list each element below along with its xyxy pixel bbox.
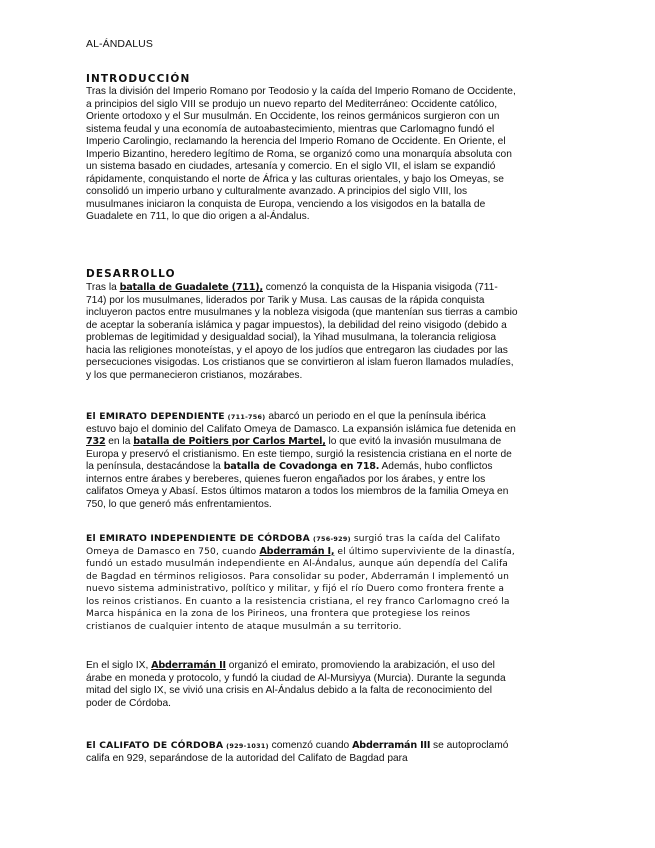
p2-b1: 732 xyxy=(86,436,106,448)
p2-t3: lo que evitó la invasión musulmana de Europa y preservó el cristianismo. En este tiempo, surgió la resistencia cristiana en el norte de la península, destacándose la xyxy=(86,436,512,473)
p1-text-post: comenzó la conquista de la Hispania visigoda (711-714) por los musulmanes, liderados por Tarik y Musa. Las causas de la rápida conquista incluyeron pactos entre musulmanes y la nobleza visigoda (que mantenían sus tierras a cambio de aceptar la soberanía islámica y pagar impuestos), la debilidad del reino visigodo (debido a problemas de legitimidad y desigualdad social), la Yihad musulmana, la tolerancia religiosa hacia las religiones monoteístas, y el apoyo de los judíos que entregaron las ciudades por las persecuciones visigodas. Los cristianos que se convirtieron al islam fueron llamados muladíes, y los que permanecieron cristianos, mozárabes. xyxy=(86,282,518,381)
p4-t1: En el siglo IX, xyxy=(86,660,152,671)
paragraph-califato xyxy=(86,740,518,765)
p5-b1: Abderramán III xyxy=(352,740,431,751)
p1-text-pre: Tras la xyxy=(86,282,120,293)
p5-lead: El CALIFATO DE CÓRDOBA xyxy=(86,740,224,751)
p3-b1: Abderramán I, xyxy=(259,545,335,557)
p3-dates: (756-929) xyxy=(313,535,351,543)
p1-bold-guadalete: batalla de Guadalete (711), xyxy=(119,282,263,293)
p2-t4: Además, hubo conflictos internos entre árabes y bereberes, quienes fueron engañados por los árabes, y entre los califatos Omeya y Abasí. Estos últimos mataron a todos los miembros de la familia Omeya en 750, lo que generó más enfrentamientos. xyxy=(86,461,509,510)
p4-b1: Abderramán II xyxy=(151,660,226,671)
desarrollo-heading: DESARROLLO xyxy=(86,268,176,280)
paragraph-guadalete xyxy=(86,282,518,382)
p3-lead: El EMIRATO INDEPENDIENTE DE CÓRDOBA xyxy=(86,533,310,544)
intro-heading: INTRODUCCIÓN xyxy=(86,73,191,85)
p2-b2: batalla de Poitiers por Carlos Martel, xyxy=(133,436,326,448)
p5-dates: (929-1031) xyxy=(226,742,269,750)
p3-t2: el último superviviente de la dinastía, fundó un estado musulmán independiente en Al-Ándalus, aunque aún dependía del Califa de Bagdad en términos religiosos. Para consolidar su poder, Abderramán I implementó un nuevo sistema administrativo, político y militar, y fijó el río Duero como frontera frente a los reinos cristianos. En cuanto a la resistencia cristiana, el rey franco Carlomagno creó la Marca hispánica en la zona de los Pirineos, una frontera que protegiese los reinos cristianos de cualquier intento de ataque musulmán a su territorio. xyxy=(86,546,515,632)
p3-t1: surgió tras la caída del Califato Omeya de Damasco en 750, cuando xyxy=(86,534,501,557)
document-title: AL-ÁNDALUS xyxy=(86,38,153,50)
p2-lead: El EMIRATO DEPENDIENTE xyxy=(86,411,225,422)
p2-t1: abarcó un periodo en el que la península ibérica estuvo bajo el dominio del Califato Omeya de Damasco. La expansión islámica fue detenida en xyxy=(86,411,516,435)
paragraph-emirato-dependiente xyxy=(86,411,518,511)
p4-t2: organizó el emirato, promoviendo la arabización, el uso del árabe en moneda y protocolo, y fundó la ciudad de Al-Mursiyya (Murcia). Durante la segunda mitad del siglo IX, se vivió una crisis en Al-Ándalus debido a la falta de reconocimiento del poder de Córdoba. xyxy=(86,660,506,709)
p5-t2: se autoproclamó califa en 929, separándose de la autoridad del Califato de Bagdad para xyxy=(86,740,509,764)
p2-b3: batalla de Covadonga en 718. xyxy=(223,461,380,473)
paragraph-abderraman-ii xyxy=(86,660,518,710)
p2-dates: (711-756) xyxy=(227,413,266,421)
paragraph-emirato-independiente xyxy=(86,533,518,633)
p5-t1: comenzó cuando xyxy=(268,740,353,751)
p2-t2: en la xyxy=(105,436,134,448)
intro-paragraph: Tras la división del Imperio Romano por Teodosio y la caída del Imperio Romano de Occidente, a principios del siglo VIII se produjo un nuevo reparto del Mediterráneo: Occidente católico, Oriente ortodoxo y el Sur musulmán. En Occidente, los reinos germánicos surgieron con un sistema feudal y una economía de autoabastecimiento, mientras que Carlomagno fundó el Imperio Carolingio, reclamando la herencia del Imperio Romano de Occidente. En Oriente, el Imperio Bizantino, heredero legítimo de Roma, se organizó como una monarquía absoluta con un sistema basado en ciudades, artesanía y comercio. En el siglo VII, el islam se expandió rápidamente, conquistando el norte de África y las culturas orientales, y bajo los Omeyas, se consolidó un imperio urbano y culturalmente avanzado. A principios del siglo VIII, los musulmanes iniciaron la conquista de Europa, venciendo a los visigodos en la batalla de Guadalete en 711, lo que dio origen a al-Ándalus. xyxy=(86,86,516,223)
